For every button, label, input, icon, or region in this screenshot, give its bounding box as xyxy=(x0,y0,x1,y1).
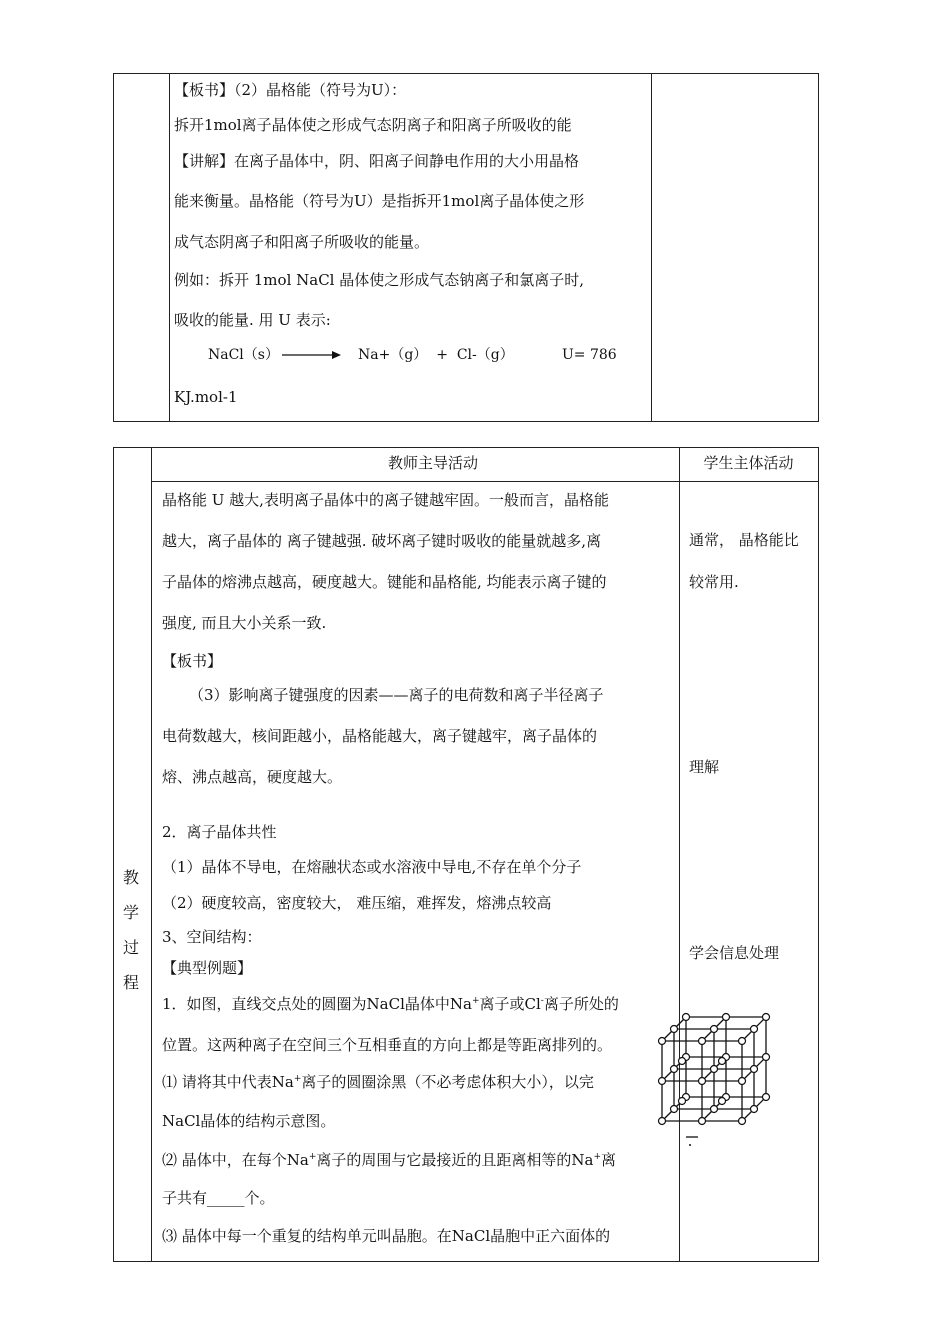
text-line: 能来衡量。晶格能（符号为U）是指拆开1mol离子晶体使之形 xyxy=(174,192,585,210)
equation-right: Na+（g） + Cl-（g） xyxy=(358,347,514,363)
question-1-line: 1．如图，直线交点处的圆圈为NaCl晶体中Na+离子或Cl-离子所处的 xyxy=(162,995,619,1013)
student-note: 通常， 晶格能比 xyxy=(689,531,799,549)
text-line: 电荷数越大，核间距越小，晶格能越大，离子键越牢，离子晶体的 xyxy=(162,727,598,745)
text-line: 熔、沸点越高，硬度越大。 xyxy=(162,768,343,786)
example-label: 【典型例题】 xyxy=(162,959,253,977)
column-divider xyxy=(169,74,170,421)
text-line: NaCl晶体的结构示意图。 xyxy=(162,1112,336,1130)
text-line: 位置。这两种离子在空间三个互相垂直的方向上都是等距离排列的。 xyxy=(162,1036,613,1054)
nacl-lattice-figure xyxy=(650,1005,775,1150)
text-line: 晶格能 U 越大,表明离子晶体中的离子键越牢固。一般而言，晶格能 xyxy=(162,491,609,509)
student-note: 较常用. xyxy=(689,573,739,591)
question-1-part-1: ⑴ 请将其中代表Na+离子的圆圈涂黑（不必考虑体积大小），以完 xyxy=(162,1073,594,1091)
question-1-part-3: ⑶ 晶体中每一个重复的结构单元叫晶胞。在NaCl晶胞中正六面体的 xyxy=(162,1227,611,1245)
text-line: 拆开1mol离子晶体使之形成气态阴离子和阳离子所吸收的能 xyxy=(174,116,572,134)
column-divider xyxy=(151,448,152,1261)
text-line: （2）硬度较高，密度较大， 难压缩，难挥发，熔沸点较高 xyxy=(162,894,552,912)
equation-left: NaCl（s） xyxy=(208,347,279,363)
text-line: 例如：拆开 1mol NaCl 晶体使之形成气态钠离子和氯离子时, xyxy=(174,271,585,289)
side-label-char: 程 xyxy=(122,973,139,992)
section-heading: 2．离子晶体共性 xyxy=(162,823,277,841)
text-line: （1）晶体不导电，在熔融状态或水溶液中导电,不存在单个分子 xyxy=(162,858,582,876)
header-divider xyxy=(151,481,818,482)
column-divider xyxy=(651,74,652,421)
text-line: （3）影响离子键强度的因素——离子的电荷数和离子半径离子 xyxy=(189,686,604,704)
text-line: 成气态阴离子和阳离子所吸收的能量。 xyxy=(174,233,430,251)
board-note-lattice-energy: 【板书】（2）晶格能（符号为U）： xyxy=(174,81,407,99)
header-student-activity: 学生主体活动 xyxy=(703,454,794,472)
student-note: 学会信息处理 xyxy=(689,944,780,962)
reaction-arrow-icon xyxy=(282,349,342,361)
text-line: 子共有_____个。 xyxy=(162,1189,275,1207)
question-1-part-2: ⑵ 晶体中，在每个Na+离子的周围与它最接近的且距离相等的Na+离 xyxy=(162,1151,617,1169)
text-line: 越大，离子晶体的 离子键越强. 破坏离子键时吸收的能量就越多,离 xyxy=(162,532,602,550)
student-note: 理解 xyxy=(689,758,720,776)
text-line: 吸收的能量. 用 U 表示: xyxy=(174,311,331,329)
text-line: 强度, 而且大小关系一致. xyxy=(162,614,327,632)
text-line: 【讲解】在离子晶体中，阴、阳离子间静电作用的大小用晶格 xyxy=(174,152,580,170)
side-label-char: 过 xyxy=(122,938,139,957)
side-label-char: 学 xyxy=(122,903,139,922)
header-teacher-activity: 教师主导活动 xyxy=(387,454,478,472)
text-line: 子晶体的熔沸点越高，硬度越大。键能和晶格能, 均能表示离子键的 xyxy=(162,573,607,591)
side-label-char: 教 xyxy=(122,868,139,887)
unit-line: KJ.mol-1 xyxy=(174,388,238,406)
equation-value: U= 786 xyxy=(562,347,617,363)
board-note-label: 【板书】 xyxy=(162,652,223,670)
section-heading: 3、空间结构： xyxy=(162,928,262,946)
